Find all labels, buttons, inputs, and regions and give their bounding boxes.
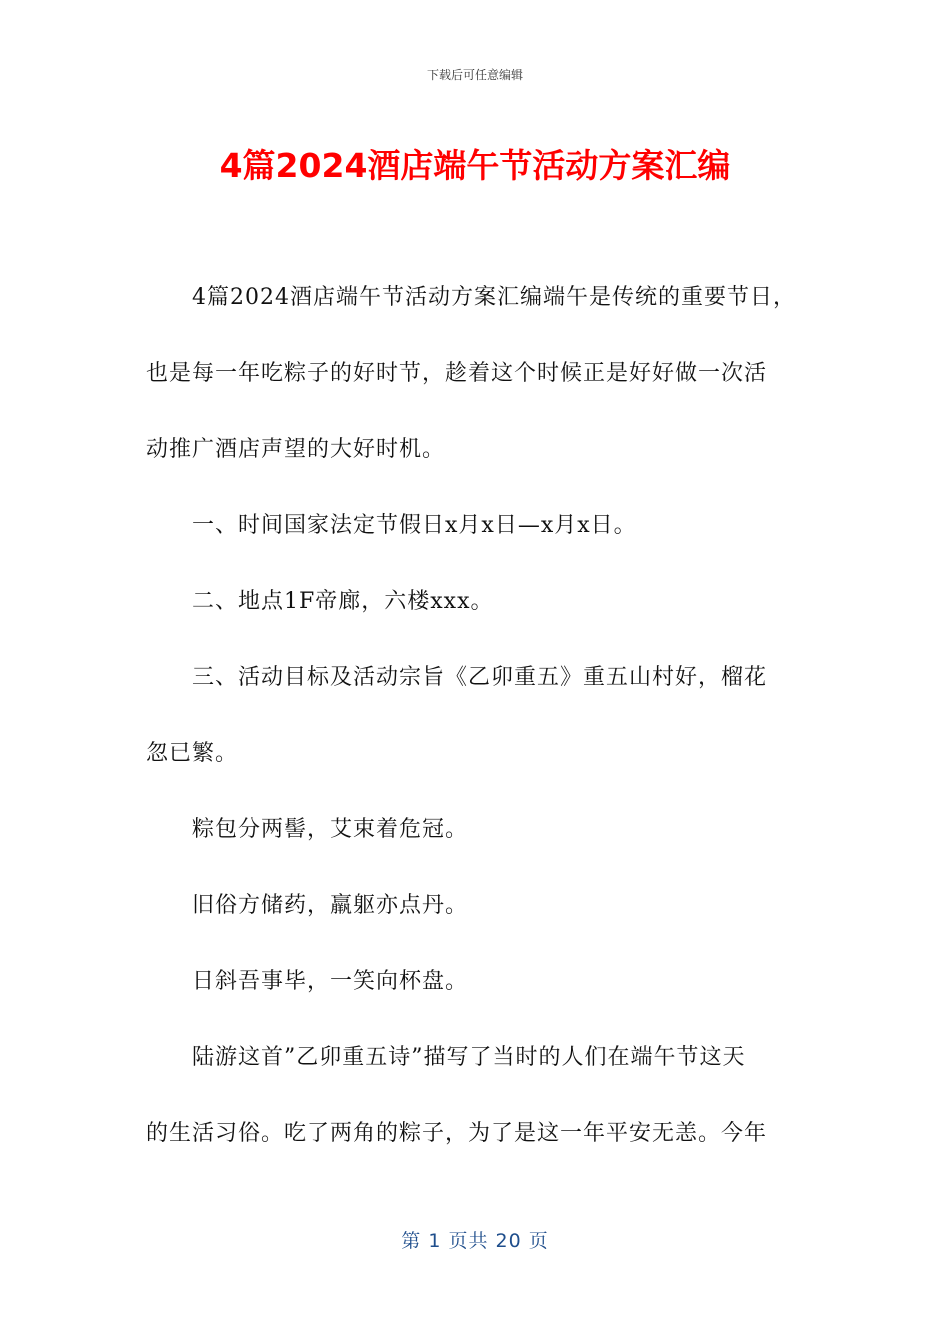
- page-number-footer: 第 1 页共 20 页: [401, 1230, 549, 1252]
- paragraph-line: 一、时间国家法定节假日x月x日—x月x日。: [192, 513, 637, 538]
- paragraph-line: 旧俗方储药，羸躯亦点丹。: [192, 893, 469, 918]
- paragraph-line: 动推广酒店声望的大好时机。: [146, 437, 446, 462]
- paragraph-line: 陆游这首”乙卯重五诗”描写了当时的人们在端午节这天: [192, 1045, 746, 1070]
- document-title: 4篇2024酒店端午节活动方案汇编: [219, 146, 731, 185]
- paragraph-line: 粽包分两髻，艾束着危冠。: [192, 817, 469, 842]
- paragraph-line: 忽已繁。: [146, 741, 239, 766]
- paragraph-line: 4篇2024酒店端午节活动方案汇编端午是传统的重要节日，: [192, 285, 796, 310]
- paragraph-line: 日斜吾事毕，一笑向杯盘。: [192, 969, 469, 994]
- paragraph-line: 的生活习俗。吃了两角的粽子，为了是这一年平安无恙。今年: [146, 1121, 768, 1146]
- document-body: [146, 260, 796, 1172]
- paragraph-line: 二、地点1F帝廊，六楼xxx。: [192, 589, 494, 614]
- paragraph-line: 三、活动目标及活动宗旨《乙卯重五》重五山村好，榴花: [192, 665, 768, 690]
- header-note: 下载后可任意编辑: [426, 68, 523, 82]
- paragraph-line: 也是每一年吃粽子的好时节，趁着这个时候正是好好做一次活: [146, 361, 768, 386]
